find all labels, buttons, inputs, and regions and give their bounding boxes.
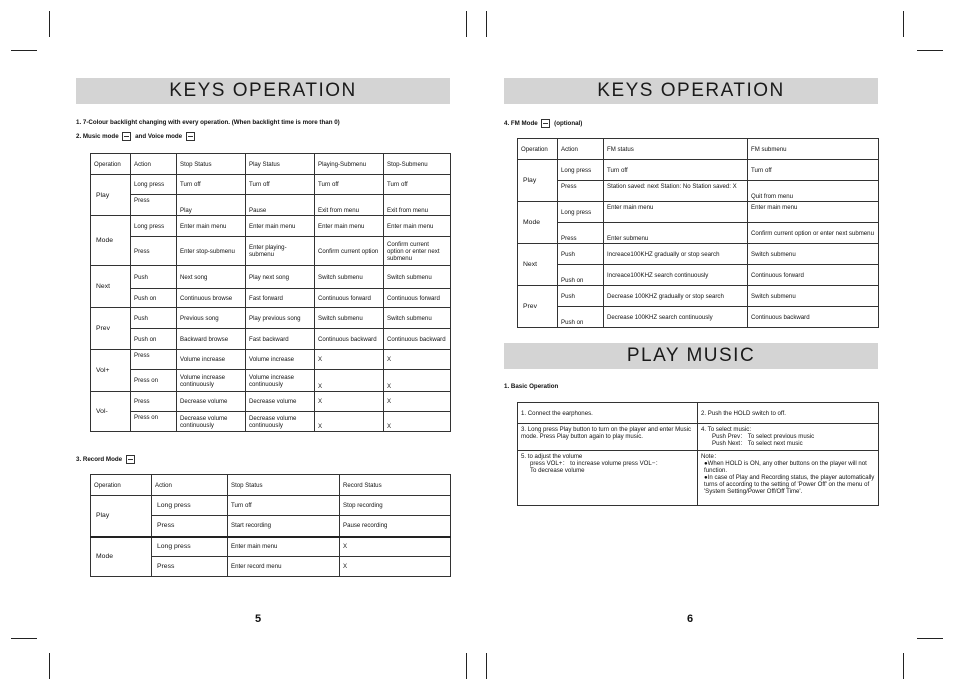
record-keys-table (90, 474, 451, 577)
action-cell: Press (131, 195, 177, 216)
table-cell: Switch submenu (315, 308, 384, 329)
table-cell: Switch submenu (384, 308, 451, 329)
table-row (518, 244, 879, 265)
table-cell: X (340, 557, 451, 577)
table-cell: X (384, 370, 451, 392)
table-cell: Continuous backward (384, 329, 451, 350)
table-cell: Fast backward (246, 329, 315, 350)
table-cell: Enter main menu (228, 537, 340, 557)
table-header-row (91, 154, 451, 175)
table-row (91, 412, 451, 432)
table-cell: Decrease volume (246, 392, 315, 412)
key-next: Next (518, 244, 558, 286)
table-cell: Continuous backward (748, 307, 879, 328)
table-row (518, 202, 879, 223)
action-cell: Press (558, 181, 604, 202)
header-cell: Action (558, 139, 604, 160)
step-play-music-text: 3. Long press Play button to turn on the player and enter Music mode. Press Play button again to play music. (521, 426, 692, 440)
table-cell: Continuous forward (315, 289, 384, 308)
table-row (518, 403, 879, 424)
table-cell: Increace100KHZ search continuously (604, 265, 748, 286)
crop-mark (49, 653, 50, 679)
fm-optional-text: (optional) (554, 120, 583, 128)
table-cell: Pause recording (340, 516, 451, 537)
step-hold-switch: 2. Push the HOLD switch to off. (698, 403, 879, 424)
action-cell: Push on (558, 265, 604, 286)
crop-mark (11, 638, 37, 639)
table-cell: X (315, 412, 384, 432)
table-cell: Play (177, 195, 246, 216)
key-volume-down: Vol- (91, 392, 131, 432)
table-cell: Decrease volume (177, 392, 246, 412)
action-cell: Press (152, 557, 228, 577)
key-play: Play (518, 160, 558, 202)
header-cell: Playing-Submenu (315, 154, 384, 175)
step-play-music (518, 424, 698, 451)
table-cell: Fast forward (246, 289, 315, 308)
page-title (76, 78, 450, 104)
step-volume-title: 5. to adjust the volume (521, 453, 583, 460)
note-cell (698, 451, 879, 506)
table-cell: Switch submenu (384, 266, 451, 289)
action-cell: Push (131, 266, 177, 289)
note-power-off: ●In case of Play and Recording status, the player automatically turns of according to the setting of 'Power Off' on the menu of 'System Setting/Power Off/Off Time'. (704, 474, 875, 495)
table-row (518, 286, 879, 307)
basic-operation-heading (504, 383, 558, 390)
crop-mark (466, 11, 467, 37)
section-title (504, 343, 878, 369)
header-cell: Action (152, 475, 228, 496)
table-cell: Increace100KHZ gradually or stop search (604, 244, 748, 265)
header-cell: FM status (604, 139, 748, 160)
page-number-text: 6 (687, 613, 694, 625)
crop-mark (49, 11, 50, 37)
table-cell: Backward browse (177, 329, 246, 350)
crop-mark (486, 11, 487, 37)
page-title (504, 78, 878, 104)
table-cell: Volume increase (246, 350, 315, 370)
action-cell: Long press (131, 175, 177, 195)
action-cell: Press (558, 223, 604, 244)
table-cell: Switch submenu (748, 286, 879, 307)
table-row (91, 266, 451, 289)
table-row (91, 496, 451, 516)
table-cell: Exit from menu (384, 195, 451, 216)
music-voice-mode-heading (76, 132, 197, 141)
voice-mode-text: and Voice mode (135, 133, 183, 141)
table-cell: Volume increase continuously (246, 370, 315, 392)
header-cell: Action (131, 154, 177, 175)
page-number (255, 613, 261, 625)
action-cell: Press on (131, 412, 177, 432)
note-hold: ●When HOLD is ON, any other buttons on the player will not function. (704, 460, 867, 474)
action-cell: Long press (558, 160, 604, 181)
table-row (518, 181, 879, 202)
action-cell: Press (152, 516, 228, 537)
page-title-text: KEYS OPERATION (169, 80, 357, 101)
action-cell: Press (131, 350, 177, 370)
action-cell: Push on (131, 329, 177, 350)
key-mode: Mode (91, 216, 131, 266)
music-mode-text: 2. Music mode (76, 133, 119, 141)
header-cell: Stop Status (228, 475, 340, 496)
table-cell: Turn off (315, 175, 384, 195)
crop-mark (917, 50, 943, 51)
section-title-text: PLAY MUSIC (626, 345, 756, 366)
table-cell: Enter main menu (177, 216, 246, 237)
key-mode: Mode (518, 202, 558, 244)
crop-mark (917, 638, 943, 639)
table-header-row (91, 475, 451, 496)
table-cell: Turn off (384, 175, 451, 195)
table-cell: X (315, 370, 384, 392)
fm-mode-text: 4. FM Mode (504, 120, 538, 128)
step-adjust-volume (518, 451, 698, 506)
table-cell: Pause (246, 195, 315, 216)
table-row (91, 308, 451, 329)
table-cell: Continuous forward (748, 265, 879, 286)
table-cell: Confirm current option or enter next submenu (384, 237, 451, 266)
table-cell: Continuous backward (315, 329, 384, 350)
table-row (518, 424, 879, 451)
record-mode-heading (76, 455, 137, 464)
action-cell: Press (131, 392, 177, 412)
key-volume-up: Vol+ (91, 350, 131, 392)
step-connect-earphones: 1. Connect the earphones. (518, 403, 698, 424)
table-cell: Enter main menu (604, 202, 748, 223)
key-prev: Prev (91, 308, 131, 350)
action-cell: Long press (152, 496, 228, 516)
table-row (518, 451, 879, 506)
table-row (91, 329, 451, 350)
table-cell: Turn off (604, 160, 748, 181)
basic-operation-table (517, 402, 879, 506)
table-row (518, 307, 879, 328)
action-cell: Push on (131, 289, 177, 308)
table-cell: Enter main menu (246, 216, 315, 237)
note-title: Note： (701, 453, 720, 460)
table-cell: Turn off (228, 496, 340, 516)
table-cell: Quit from menu (748, 181, 879, 202)
action-cell: Press on (131, 370, 177, 392)
table-cell: Decrease 100KHZ search continuously (604, 307, 748, 328)
table-row (518, 265, 879, 286)
table-cell: Continuous browse (177, 289, 246, 308)
table-cell: Volume increase continuously (177, 370, 246, 392)
table-cell: Enter playing-submenu (246, 237, 315, 266)
table-row (91, 537, 451, 557)
header-cell: Operation (91, 475, 152, 496)
table-header-row (518, 139, 879, 160)
backlight-note-text: 1. 7-Colour backlight changing with every operation. (When backlight time is more than 0) (76, 119, 340, 126)
table-row (91, 392, 451, 412)
table-cell: Decrease 100KHZ gradually or stop search (604, 286, 748, 307)
table-row (518, 160, 879, 181)
page-number (687, 613, 693, 625)
table-row (91, 175, 451, 195)
action-cell: Push on (558, 307, 604, 328)
table-cell: Decrease volume continuously (246, 412, 315, 432)
step-select-title: 4. To select music: (701, 426, 752, 433)
step-volume-line2: To decrease volume (530, 467, 585, 474)
table-cell: Next song (177, 266, 246, 289)
table-cell: Enter main menu (315, 216, 384, 237)
table-cell: X (384, 392, 451, 412)
table-row (91, 370, 451, 392)
table-cell: Volume increase (177, 350, 246, 370)
header-cell: Operation (518, 139, 558, 160)
crop-mark (903, 653, 904, 679)
fm-mode-heading (504, 119, 582, 128)
header-cell: Play Status (246, 154, 315, 175)
table-cell: Confirm current option (315, 237, 384, 266)
table-cell: Enter submenu (604, 223, 748, 244)
step-volume-line1: press VOL+： to increase volume press VOL−： (530, 460, 662, 467)
step-select-prev: Push Prev： To select previous music (712, 433, 815, 440)
action-cell: Long press (152, 537, 228, 557)
table-cell: Enter main menu (384, 216, 451, 237)
table-row (91, 195, 451, 216)
key-next: Next (91, 266, 131, 308)
key-play: Play (91, 175, 131, 216)
step-select-music (698, 424, 879, 451)
table-cell: Stop recording (340, 496, 451, 516)
table-cell: Turn off (177, 175, 246, 195)
voice-mode-icon (186, 132, 195, 141)
record-mode-text: 3. Record Mode (76, 456, 123, 464)
backlight-note (76, 119, 340, 126)
header-cell: Operation (91, 154, 131, 175)
music-voice-keys-table (90, 153, 451, 432)
page-number-text: 5 (255, 613, 262, 625)
table-cell: X (384, 350, 451, 370)
crop-mark (11, 50, 37, 51)
fm-mode-icon (541, 119, 550, 128)
table-cell: X (315, 392, 384, 412)
action-cell: Push (131, 308, 177, 329)
table-cell: Switch submenu (748, 244, 879, 265)
table-cell: Decrease volume continuously (177, 412, 246, 432)
action-cell: Push (558, 244, 604, 265)
step-select-next: Push Next： To select next music (712, 440, 803, 447)
header-cell: Stop-Submenu (384, 154, 451, 175)
crop-mark (486, 653, 487, 679)
table-cell: X (315, 350, 384, 370)
page-title-text: KEYS OPERATION (597, 80, 785, 101)
key-play: Play (91, 496, 152, 537)
table-cell: Enter main menu (748, 202, 879, 223)
action-cell: Long press (558, 202, 604, 223)
action-cell: Push (558, 286, 604, 307)
action-cell: Press (131, 237, 177, 266)
table-cell: Play previous song (246, 308, 315, 329)
table-cell: X (340, 537, 451, 557)
table-cell: Confirm current option or enter next submenu (748, 223, 879, 244)
table-cell: Exit from menu (315, 195, 384, 216)
table-cell: Enter record menu (228, 557, 340, 577)
table-row (91, 237, 451, 266)
table-row (91, 289, 451, 308)
table-cell: Station saved: next Station: No Station saved: X (604, 181, 748, 202)
header-cell: Stop Status (177, 154, 246, 175)
fm-keys-table (517, 138, 879, 328)
table-row (91, 216, 451, 237)
music-mode-icon (122, 132, 131, 141)
table-cell: Start recording (228, 516, 340, 537)
table-cell: Turn off (246, 175, 315, 195)
basic-operation-text: 1. Basic Operation (504, 383, 559, 390)
table-cell: Continuous forward (384, 289, 451, 308)
table-cell: Turn off (748, 160, 879, 181)
table-row (91, 350, 451, 370)
table-cell: Switch submenu (315, 266, 384, 289)
header-cell: FM submenu (748, 139, 879, 160)
table-cell: Previous song (177, 308, 246, 329)
crop-mark (903, 11, 904, 37)
key-prev: Prev (518, 286, 558, 328)
crop-mark (466, 653, 467, 679)
header-cell: Record Status (340, 475, 451, 496)
key-mode: Mode (91, 537, 152, 577)
record-mode-icon (126, 455, 135, 464)
table-cell: X (384, 412, 451, 432)
table-row (518, 223, 879, 244)
table-cell: Enter stop-submenu (177, 237, 246, 266)
action-cell: Long press (131, 216, 177, 237)
table-cell: Play next song (246, 266, 315, 289)
